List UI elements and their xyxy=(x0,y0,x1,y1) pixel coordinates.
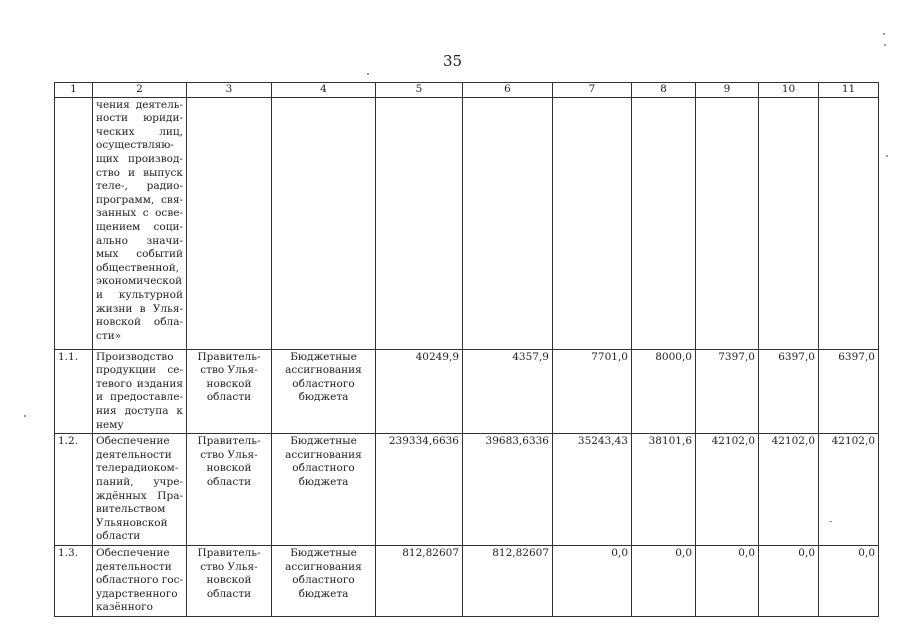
row-value: 812,82607 xyxy=(463,545,553,616)
row-value: 40249,9 xyxy=(376,349,463,434)
scan-speck xyxy=(883,33,885,35)
row-value xyxy=(696,97,759,349)
table-row xyxy=(55,545,879,616)
row-value: 0,0 xyxy=(553,545,632,616)
scan-speck xyxy=(884,44,886,46)
row-source: Бюджетные ассигнования областного бюджета xyxy=(272,434,376,546)
row-value: 7397,0 xyxy=(696,349,759,434)
row-value: 812,82607 xyxy=(376,545,463,616)
column-header: 2 xyxy=(93,83,187,98)
column-header: 5 xyxy=(376,83,463,98)
row-number xyxy=(55,97,93,349)
column-header: 3 xyxy=(187,83,272,98)
row-value: 7701,0 xyxy=(553,349,632,434)
column-header: 7 xyxy=(553,83,632,98)
page-number: 35 xyxy=(442,52,463,70)
row-value xyxy=(463,97,553,349)
row-source xyxy=(272,97,376,349)
row-value: 6397,0 xyxy=(759,349,819,434)
column-header: 1 xyxy=(55,83,93,98)
row-source: Бюджетные ассигнования областного бюджета xyxy=(272,349,376,434)
budget-table xyxy=(54,82,879,617)
table-row xyxy=(55,349,879,434)
row-value: 8000,0 xyxy=(632,349,696,434)
row-value: 42102,0 xyxy=(759,434,819,546)
header-row xyxy=(55,83,879,98)
row-value: 0,0 xyxy=(632,545,696,616)
row-name: Обеспечение деятельности областного гос-ударственного казённого xyxy=(93,545,187,616)
row-value: 42102,0 xyxy=(696,434,759,546)
row-value: 35243,43 xyxy=(553,434,632,546)
column-header: 10 xyxy=(759,83,819,98)
row-value: 4357,9 xyxy=(463,349,553,434)
row-value xyxy=(553,97,632,349)
row-name: Обеспечение деятельности телерадиоком-паний, учре-ждённых Пра-вительством Ульяновской области xyxy=(93,434,187,546)
row-value xyxy=(376,97,463,349)
column-header: 8 xyxy=(632,83,696,98)
row-executor: Правитель-ство Улья-новской области xyxy=(187,349,272,434)
row-value: 6397,0 xyxy=(819,349,879,434)
row-value: 0,0 xyxy=(696,545,759,616)
row-value: 38101,6 xyxy=(632,434,696,546)
row-value: 0,0 xyxy=(759,545,819,616)
scan-speck xyxy=(829,521,832,522)
table-row xyxy=(55,434,879,546)
row-number: 1.2. xyxy=(55,434,93,546)
row-value: 239334,6636 xyxy=(376,434,463,546)
row-number: 1.3. xyxy=(55,545,93,616)
row-value: 0,0 xyxy=(819,545,879,616)
row-executor xyxy=(187,97,272,349)
row-executor: Правитель-ство Улья-новской области xyxy=(187,434,272,546)
column-header: 4 xyxy=(272,83,376,98)
scan-speck xyxy=(886,155,888,157)
row-executor: Правитель-ство Улья-новской области xyxy=(187,545,272,616)
scan-speck xyxy=(367,73,369,75)
row-value: 42102,0 xyxy=(819,434,879,546)
row-value: 39683,6336 xyxy=(463,434,553,546)
column-header: 11 xyxy=(819,83,879,98)
column-header: 6 xyxy=(463,83,553,98)
row-value xyxy=(759,97,819,349)
row-value xyxy=(632,97,696,349)
scan-speck xyxy=(24,415,26,417)
row-name: Производство продукции се-тевого издания и предоставле-ния доступа к нему xyxy=(93,349,187,434)
row-number: 1.1. xyxy=(55,349,93,434)
column-header: 9 xyxy=(696,83,759,98)
row-name: чения деятель-ности юриди-ческих лиц, осуществляю-щих производ-ство и выпуск теле-, радио-программ, свя-занных с осве-щением соци-ально значи-мых событий общественной, экономической и культурной жизни в Улья-новской обла-сти» xyxy=(93,97,187,349)
row-source: Бюджетные ассигнования областного бюджета xyxy=(272,545,376,616)
row-value xyxy=(819,97,879,349)
table-row xyxy=(55,97,879,349)
